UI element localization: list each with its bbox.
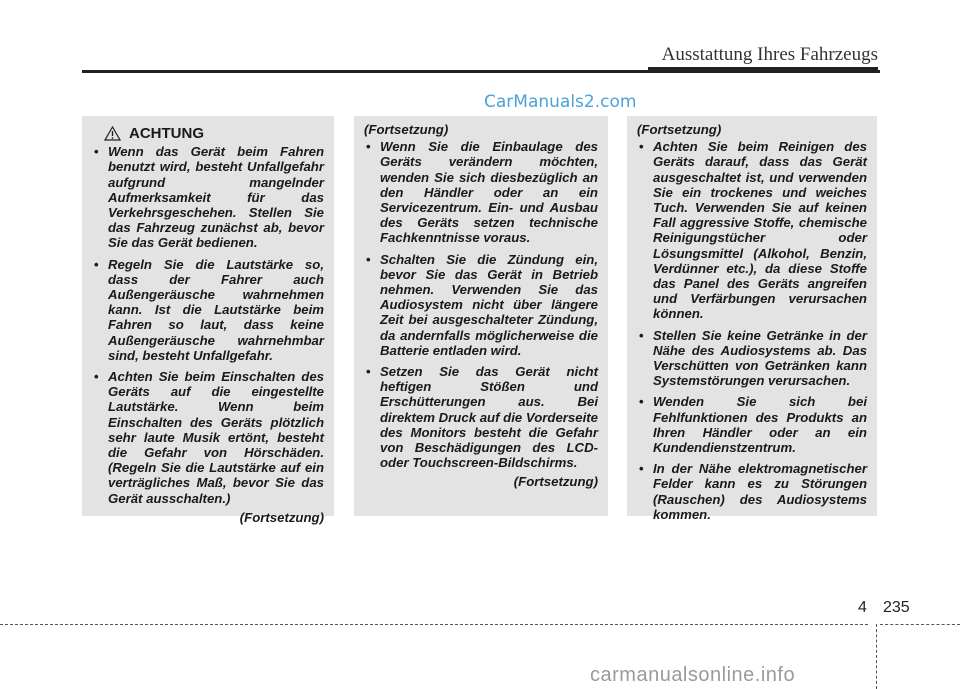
footer-rule bbox=[0, 624, 868, 625]
watermark-bottom[interactable]: carmanualsonline.info bbox=[590, 664, 796, 686]
list-item: • Achten Sie beim Einschalten des Geräts auf die eingestellte Lautstärke. Wenn beim Einschalten des Geräts plötzlich sehr laute Musik ertönt, besteht die Gefahr von Hörschäden. (Regeln Sie die Lautstärke auf ein verträgliches Maß, bevor Sie das Gerät ausschalten.) bbox=[92, 369, 324, 506]
footer-rule-right bbox=[880, 624, 960, 625]
header-rule-accent bbox=[648, 67, 878, 73]
caution-heading bbox=[104, 126, 324, 141]
continued-top-label: (Fortsetzung) bbox=[364, 122, 449, 137]
watermark-top[interactable]: CarManuals2.com bbox=[484, 92, 637, 112]
list-item: • Setzen Sie das Gerät nicht heftigen Stößen und Erschütterungen aus. Bei direktem Druck auf die Vorderseite des Monitors besteht die Gefahr von Beschädigungen des LCD- oder Touchscreen-Bildschirms. bbox=[364, 364, 598, 470]
list-item: • Achten Sie beim Reinigen des Geräts darauf, dass das Gerät ausgeschaltet ist, und verwenden Sie ein trockenes und weiches Tuch. Verwenden Sie auf keinen Fall aggressive Stoffe, chemische Reinigungstücher oder Lösungsmittel (Alkohol, Benzin, Verdünner etc.), da diese Stoffe das Panel des Geräts angreifen und Verfärbungen verursachen können. bbox=[637, 139, 867, 321]
caution-box-3 bbox=[627, 116, 877, 522]
list-item: • Regeln Sie die Lautstärke so, dass der Fahrer auch Außengeräusche wahrnehmen kann. Ist die Lautstärke beim Fahren so laut, dass keine Außengeräusche wahrnehmbar sind, besteht Unfallgefahr. bbox=[92, 257, 324, 363]
list-item: • Wenn Sie die Einbaulage des Geräts verändern möchten, wenden Sie sich diesbezüglich an den Händler oder an ein Servicezentrum. Ein- und Ausbau des Geräts setzen technische Fachkenntnisse voraus. bbox=[364, 139, 598, 245]
page-divider bbox=[876, 624, 877, 689]
caution-list-3 bbox=[637, 139, 867, 522]
list-item: • In der Nähe elektromagnetischer Felder kann es zu Störungen (Rauschen) des Audiosystems kommen. bbox=[637, 461, 867, 522]
continued-label: (Fortsetzung) bbox=[513, 474, 598, 490]
page-header-title: Ausstattung Ihres Fahrzeugs bbox=[661, 44, 878, 65]
chapter-number: 4 bbox=[858, 599, 867, 616]
caution-box-1 bbox=[82, 116, 334, 525]
caution-list-1 bbox=[92, 144, 324, 506]
list-item: • Stellen Sie keine Getränke in der Nähe des Audiosystems ab. Das Verschütten von Getränken kann Systemstörungen verursachen. bbox=[637, 328, 867, 389]
warning-triangle-icon bbox=[104, 126, 121, 141]
continued-label: (Fortsetzung) bbox=[239, 509, 324, 525]
list-item: • Wenden Sie sich bei Fehlfunktionen des Produkts an Ihren Händler oder an ein Kundendienstzentrum. bbox=[637, 394, 867, 455]
caution-list-2 bbox=[364, 139, 598, 470]
list-item: • Wenn das Gerät beim Fahren benutzt wird, besteht Unfallgefahr aufgrund mangelnder Aufmerksamkeit für das Verkehrsgeschehen. Stellen Sie das Fahrzeug zunächst ab, bevor Sie das Gerät bedienen. bbox=[92, 144, 324, 250]
page-number: 235 bbox=[883, 599, 910, 616]
continued-top-label: (Fortsetzung) bbox=[637, 122, 722, 137]
caution-heading-text: ACHTUNG bbox=[129, 125, 204, 142]
list-item: • Schalten Sie die Zündung ein, bevor Sie das Gerät in Betrieb nehmen. Verwenden Sie das Audiosystem nicht über längere Zeit bei ausgeschalteter Zündung, da andernfalls möglicherweise die Batterie entladen wird. bbox=[364, 252, 598, 358]
caution-box-2 bbox=[354, 116, 608, 516]
